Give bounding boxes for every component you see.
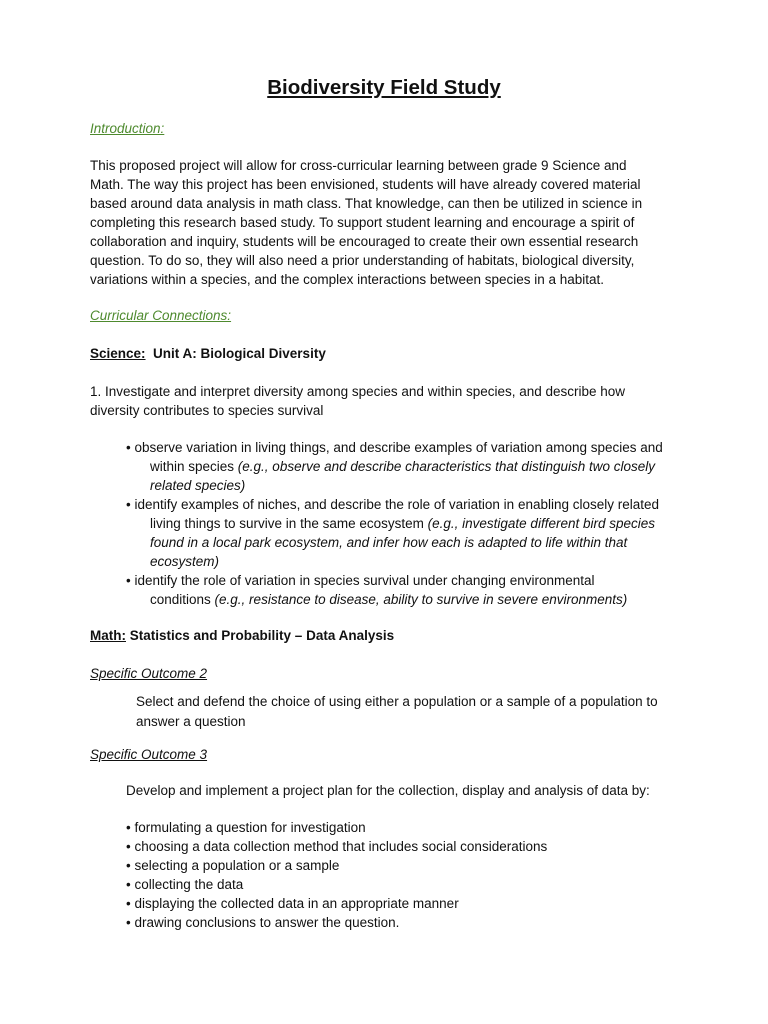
paragraph-line: variations within a species, and the complex interactions between species in a habitat. — [90, 272, 605, 287]
list-item-continuation: ecosystem) — [150, 554, 220, 569]
list-item-continuation: living things to survive in the same ecosystem (e.g., investigate different bird species — [150, 516, 655, 531]
list-item: • identify examples of niches, and describe the role of variation in enabling closely related — [126, 497, 660, 512]
data-plan-list — [126, 818, 547, 932]
paragraph-line: Math. The way this project has been envisioned, students will have already covered material — [90, 177, 641, 192]
list-item-continuation: within species (e.g., observe and describe characteristics that distinguish two closely — [150, 459, 655, 474]
introduction-paragraph — [90, 156, 642, 289]
list-item: • displaying the collected data in an appropriate manner — [126, 896, 459, 911]
list-item-continuation: conditions (e.g., resistance to disease, ability to survive in severe environments) — [150, 592, 628, 607]
list-item: • collecting the data — [126, 877, 244, 892]
paragraph-line: collaboration and inquiry, students will be encouraged to create their own essential research — [90, 234, 639, 249]
math-line — [90, 626, 394, 645]
math-unit: Statistics and Probability – Data Analysis — [129, 628, 395, 643]
list-item: • formulating a question for investigation — [126, 820, 366, 835]
science-bullet-list — [126, 438, 663, 609]
outcome-line: Select and defend the choice of using either a population or a sample of a population to — [136, 694, 658, 709]
paragraph-line: question. To do so, they will also need a prior understanding of habitats, biological diversity, — [90, 253, 635, 268]
list-item: • identify the role of variation in species survival under changing environmental — [126, 573, 595, 588]
specific-outcome-3-heading: Specific Outcome 3 — [90, 747, 208, 762]
science-label: Science: — [90, 346, 146, 361]
specific-outcome-2-text — [136, 692, 658, 732]
curricular-connections-heading: Curricular Connections: — [90, 308, 232, 323]
list-item-continuation: related species) — [150, 478, 246, 493]
list-item: • drawing conclusions to answer the question. — [126, 915, 400, 930]
paragraph-line: completing this research based study. To support student learning and encourage a spirit of — [90, 215, 635, 230]
science-line — [90, 344, 326, 363]
document-title: Biodiversity Field Study — [267, 76, 501, 99]
list-item: • observe variation in living things, and describe examples of variation among species and — [126, 440, 663, 455]
outcome-line: answer a question — [136, 714, 246, 729]
outcome-line: 1. Investigate and interpret diversity among species and within species, and describe how — [90, 384, 626, 399]
introduction-heading: Introduction: — [90, 121, 165, 136]
list-item: • selecting a population or a sample — [126, 858, 340, 873]
list-item: • choosing a data collection method that includes social considerations — [126, 839, 548, 854]
specific-outcome-3-intro: Develop and implement a project plan for the collection, display and analysis of data by: — [126, 783, 650, 798]
list-item-continuation: found in a local park ecosystem, and infer how each is adapted to life within that — [150, 535, 628, 550]
paragraph-line: This proposed project will allow for cross-curricular learning between grade 9 Science and — [90, 158, 627, 173]
math-label: Math: — [90, 628, 126, 643]
science-outcome-1 — [90, 382, 625, 420]
science-unit: Unit A: Biological Diversity — [153, 346, 326, 361]
outcome-line: diversity contributes to species survival — [90, 403, 324, 418]
specific-outcome-2-heading: Specific Outcome 2 — [90, 666, 208, 681]
paragraph-line: based around data analysis in math class. That knowledge, can then be utilized in science in — [90, 196, 643, 211]
